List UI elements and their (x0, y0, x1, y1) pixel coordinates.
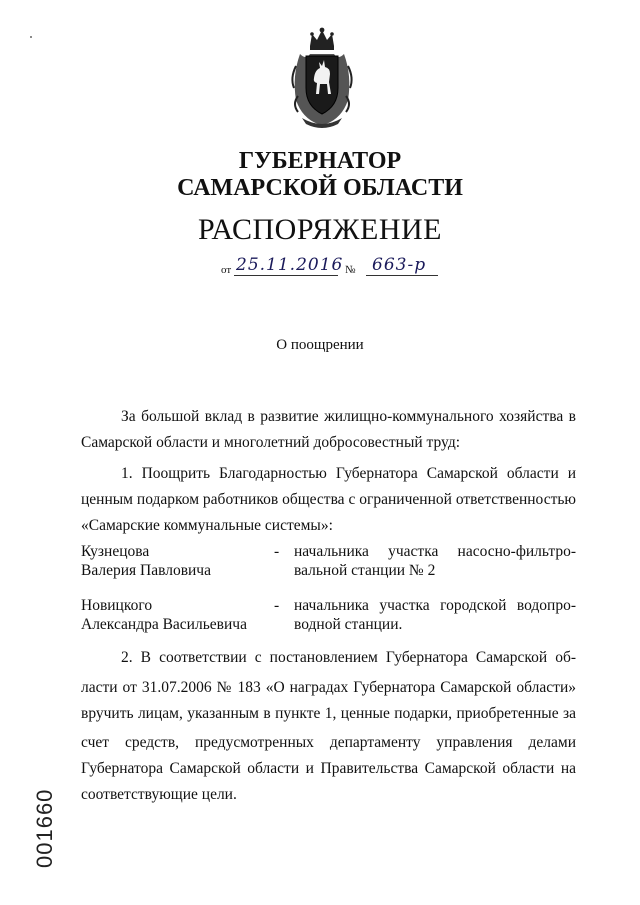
person-position: вальной станции № 2 (294, 562, 436, 579)
person-dash: - (274, 597, 280, 614)
person-dash: - (274, 543, 280, 560)
serial-number-stamp (32, 776, 62, 876)
person-name: Валерия Павловича (81, 562, 211, 579)
item-2-line: счет средств, предусмотренных департаменту управления делами (81, 734, 576, 751)
item-2-line: ласти от 31.07.2006 № 183 «О наградах Губернатора Самарской области» (81, 679, 576, 696)
intro-line: За большой вклад в развитие жилищно-коммунального хозяйства в (121, 408, 576, 425)
subject-line: О поощрении (276, 337, 364, 353)
item-2-line: 2. В соответствии с постановлением Губернатора Самарской об- (121, 649, 576, 666)
item-2-line: соответствующие цели. (81, 786, 237, 803)
person-position: начальника участка городской водопро- (294, 597, 576, 614)
item-2-line: Губернатора Самарской области и Правительства Самарской области на (81, 760, 576, 777)
person-surname: Новицкого (81, 597, 153, 614)
item-2-line: вручить лицам, указанным в пункте 1, ценные подарки, приобретенные за (81, 705, 576, 722)
governor-title: ГУБЕРНАТОР (238, 148, 402, 174)
document-type: РАСПОРЯЖЕНИЕ (197, 213, 443, 246)
person-surname: Кузнецова (81, 543, 150, 560)
intro-line: Самарской области и многолетний добросовестный труд: (81, 434, 461, 451)
samara-coat-of-arms-icon (288, 26, 356, 130)
scan-speck (30, 36, 32, 38)
person-name: Александра Васильевича (81, 616, 247, 633)
person-position: водной станции. (294, 616, 403, 633)
handwritten-date: 25.11.2016 (236, 255, 344, 275)
number-label: № (345, 264, 356, 276)
from-label: от (221, 264, 232, 276)
item-1-line: 1. Поощрить Благодарностью Губернатора Самарской области и (121, 465, 576, 482)
item-1-line: «Самарские коммунальные системы»: (81, 517, 333, 534)
person-position: начальника участка насосно-фильтро- (294, 543, 576, 560)
serial-number: 001660 (32, 788, 57, 868)
handwritten-number: 663-р (372, 255, 427, 275)
region-title: САМАРСКОЙ ОБЛАСТИ (177, 175, 463, 201)
item-1-line: ценным подарком работников общества с ограниченной ответственностью (81, 491, 576, 508)
